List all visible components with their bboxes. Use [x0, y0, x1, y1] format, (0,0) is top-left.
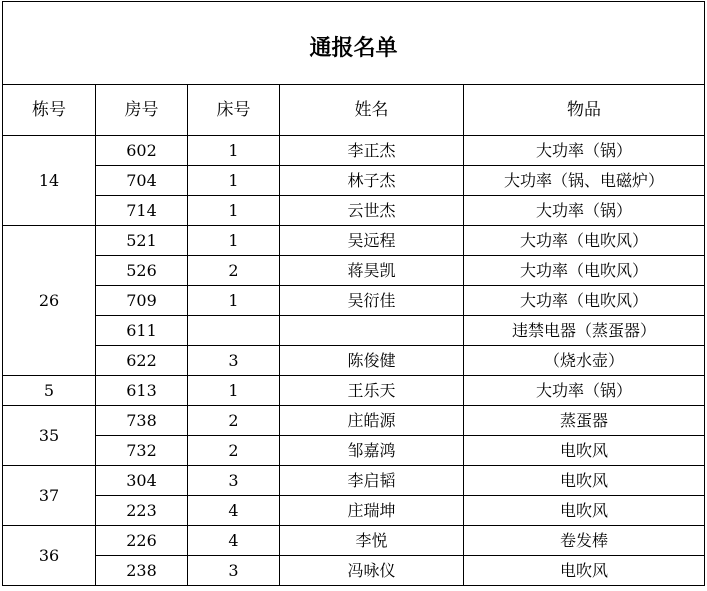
room-cell: 709: [96, 286, 188, 316]
name-cell: 吴衍佳: [280, 286, 464, 316]
item-cell: （烧水壶）: [464, 346, 705, 376]
item-cell: 电吹风: [464, 496, 705, 526]
header-name: 姓名: [280, 85, 464, 136]
bed-cell: 1: [188, 196, 280, 226]
table-row: [3, 136, 705, 166]
table-row: [3, 256, 705, 286]
bed-cell: 3: [188, 466, 280, 496]
table-row: [3, 376, 705, 406]
room-cell: 526: [96, 256, 188, 286]
room-cell: 602: [96, 136, 188, 166]
room-cell: 613: [96, 376, 188, 406]
name-cell: 林子杰: [280, 166, 464, 196]
bed-cell: 1: [188, 166, 280, 196]
name-cell: 冯咏仪: [280, 556, 464, 586]
table-row: [3, 196, 705, 226]
bed-cell: [188, 316, 280, 346]
room-cell: 714: [96, 196, 188, 226]
table-row: [3, 526, 705, 556]
item-cell: 大功率（锅、电磁炉）: [464, 166, 705, 196]
name-cell: 庄瑞坤: [280, 496, 464, 526]
bed-cell: 2: [188, 406, 280, 436]
bed-cell: 1: [188, 136, 280, 166]
table-row: [3, 316, 705, 346]
bed-cell: 1: [188, 376, 280, 406]
item-cell: 电吹风: [464, 556, 705, 586]
building-cell: 37: [3, 466, 96, 526]
room-cell: 521: [96, 226, 188, 256]
bed-cell: 3: [188, 556, 280, 586]
header-bed: 床号: [188, 85, 280, 136]
item-cell: 卷发棒: [464, 526, 705, 556]
item-cell: 蒸蛋器: [464, 406, 705, 436]
header-room: 房号: [96, 85, 188, 136]
room-cell: 304: [96, 466, 188, 496]
report-title: 通报名单: [3, 2, 705, 85]
item-cell: 电吹风: [464, 466, 705, 496]
item-cell: 大功率（电吹风）: [464, 256, 705, 286]
table-row: [3, 556, 705, 586]
bed-cell: 3: [188, 346, 280, 376]
report-table: [2, 1, 705, 586]
table-row: [3, 436, 705, 466]
bed-cell: 1: [188, 226, 280, 256]
name-cell: 陈俊健: [280, 346, 464, 376]
room-cell: 732: [96, 436, 188, 466]
name-cell: 李正杰: [280, 136, 464, 166]
bed-cell: 2: [188, 436, 280, 466]
room-cell: 622: [96, 346, 188, 376]
room-cell: 611: [96, 316, 188, 346]
header-item: 物品: [464, 85, 705, 136]
name-cell: [280, 316, 464, 346]
item-cell: 大功率（锅）: [464, 376, 705, 406]
report-sheet: [2, 1, 704, 587]
item-cell: 大功率（锅）: [464, 136, 705, 166]
building-cell: 26: [3, 226, 96, 376]
room-cell: 704: [96, 166, 188, 196]
item-cell: 电吹风: [464, 436, 705, 466]
item-cell: 大功率（电吹风）: [464, 226, 705, 256]
header-row: [3, 85, 705, 136]
header-building: 栋号: [3, 85, 96, 136]
table-row: [3, 166, 705, 196]
name-cell: 庄皓源: [280, 406, 464, 436]
bed-cell: 4: [188, 496, 280, 526]
table-row: [3, 406, 705, 436]
building-cell: 36: [3, 526, 96, 586]
room-cell: 738: [96, 406, 188, 436]
item-cell: 大功率（电吹风）: [464, 286, 705, 316]
bed-cell: 4: [188, 526, 280, 556]
table-row: [3, 346, 705, 376]
room-cell: 223: [96, 496, 188, 526]
table-row: [3, 286, 705, 316]
name-cell: 李悦: [280, 526, 464, 556]
name-cell: 王乐天: [280, 376, 464, 406]
building-cell: 35: [3, 406, 96, 466]
bed-cell: 2: [188, 256, 280, 286]
name-cell: 吴远程: [280, 226, 464, 256]
building-cell: 14: [3, 136, 96, 226]
table-row: [3, 226, 705, 256]
name-cell: 李启韬: [280, 466, 464, 496]
bed-cell: 1: [188, 286, 280, 316]
building-cell: 5: [3, 376, 96, 406]
name-cell: 云世杰: [280, 196, 464, 226]
room-cell: 238: [96, 556, 188, 586]
room-cell: 226: [96, 526, 188, 556]
table-row: [3, 466, 705, 496]
name-cell: 邹嘉鸿: [280, 436, 464, 466]
title-row: [3, 2, 705, 85]
item-cell: 违禁电器（蒸蛋器）: [464, 316, 705, 346]
item-cell: 大功率（锅）: [464, 196, 705, 226]
name-cell: 蒋昊凯: [280, 256, 464, 286]
table-row: [3, 496, 705, 526]
